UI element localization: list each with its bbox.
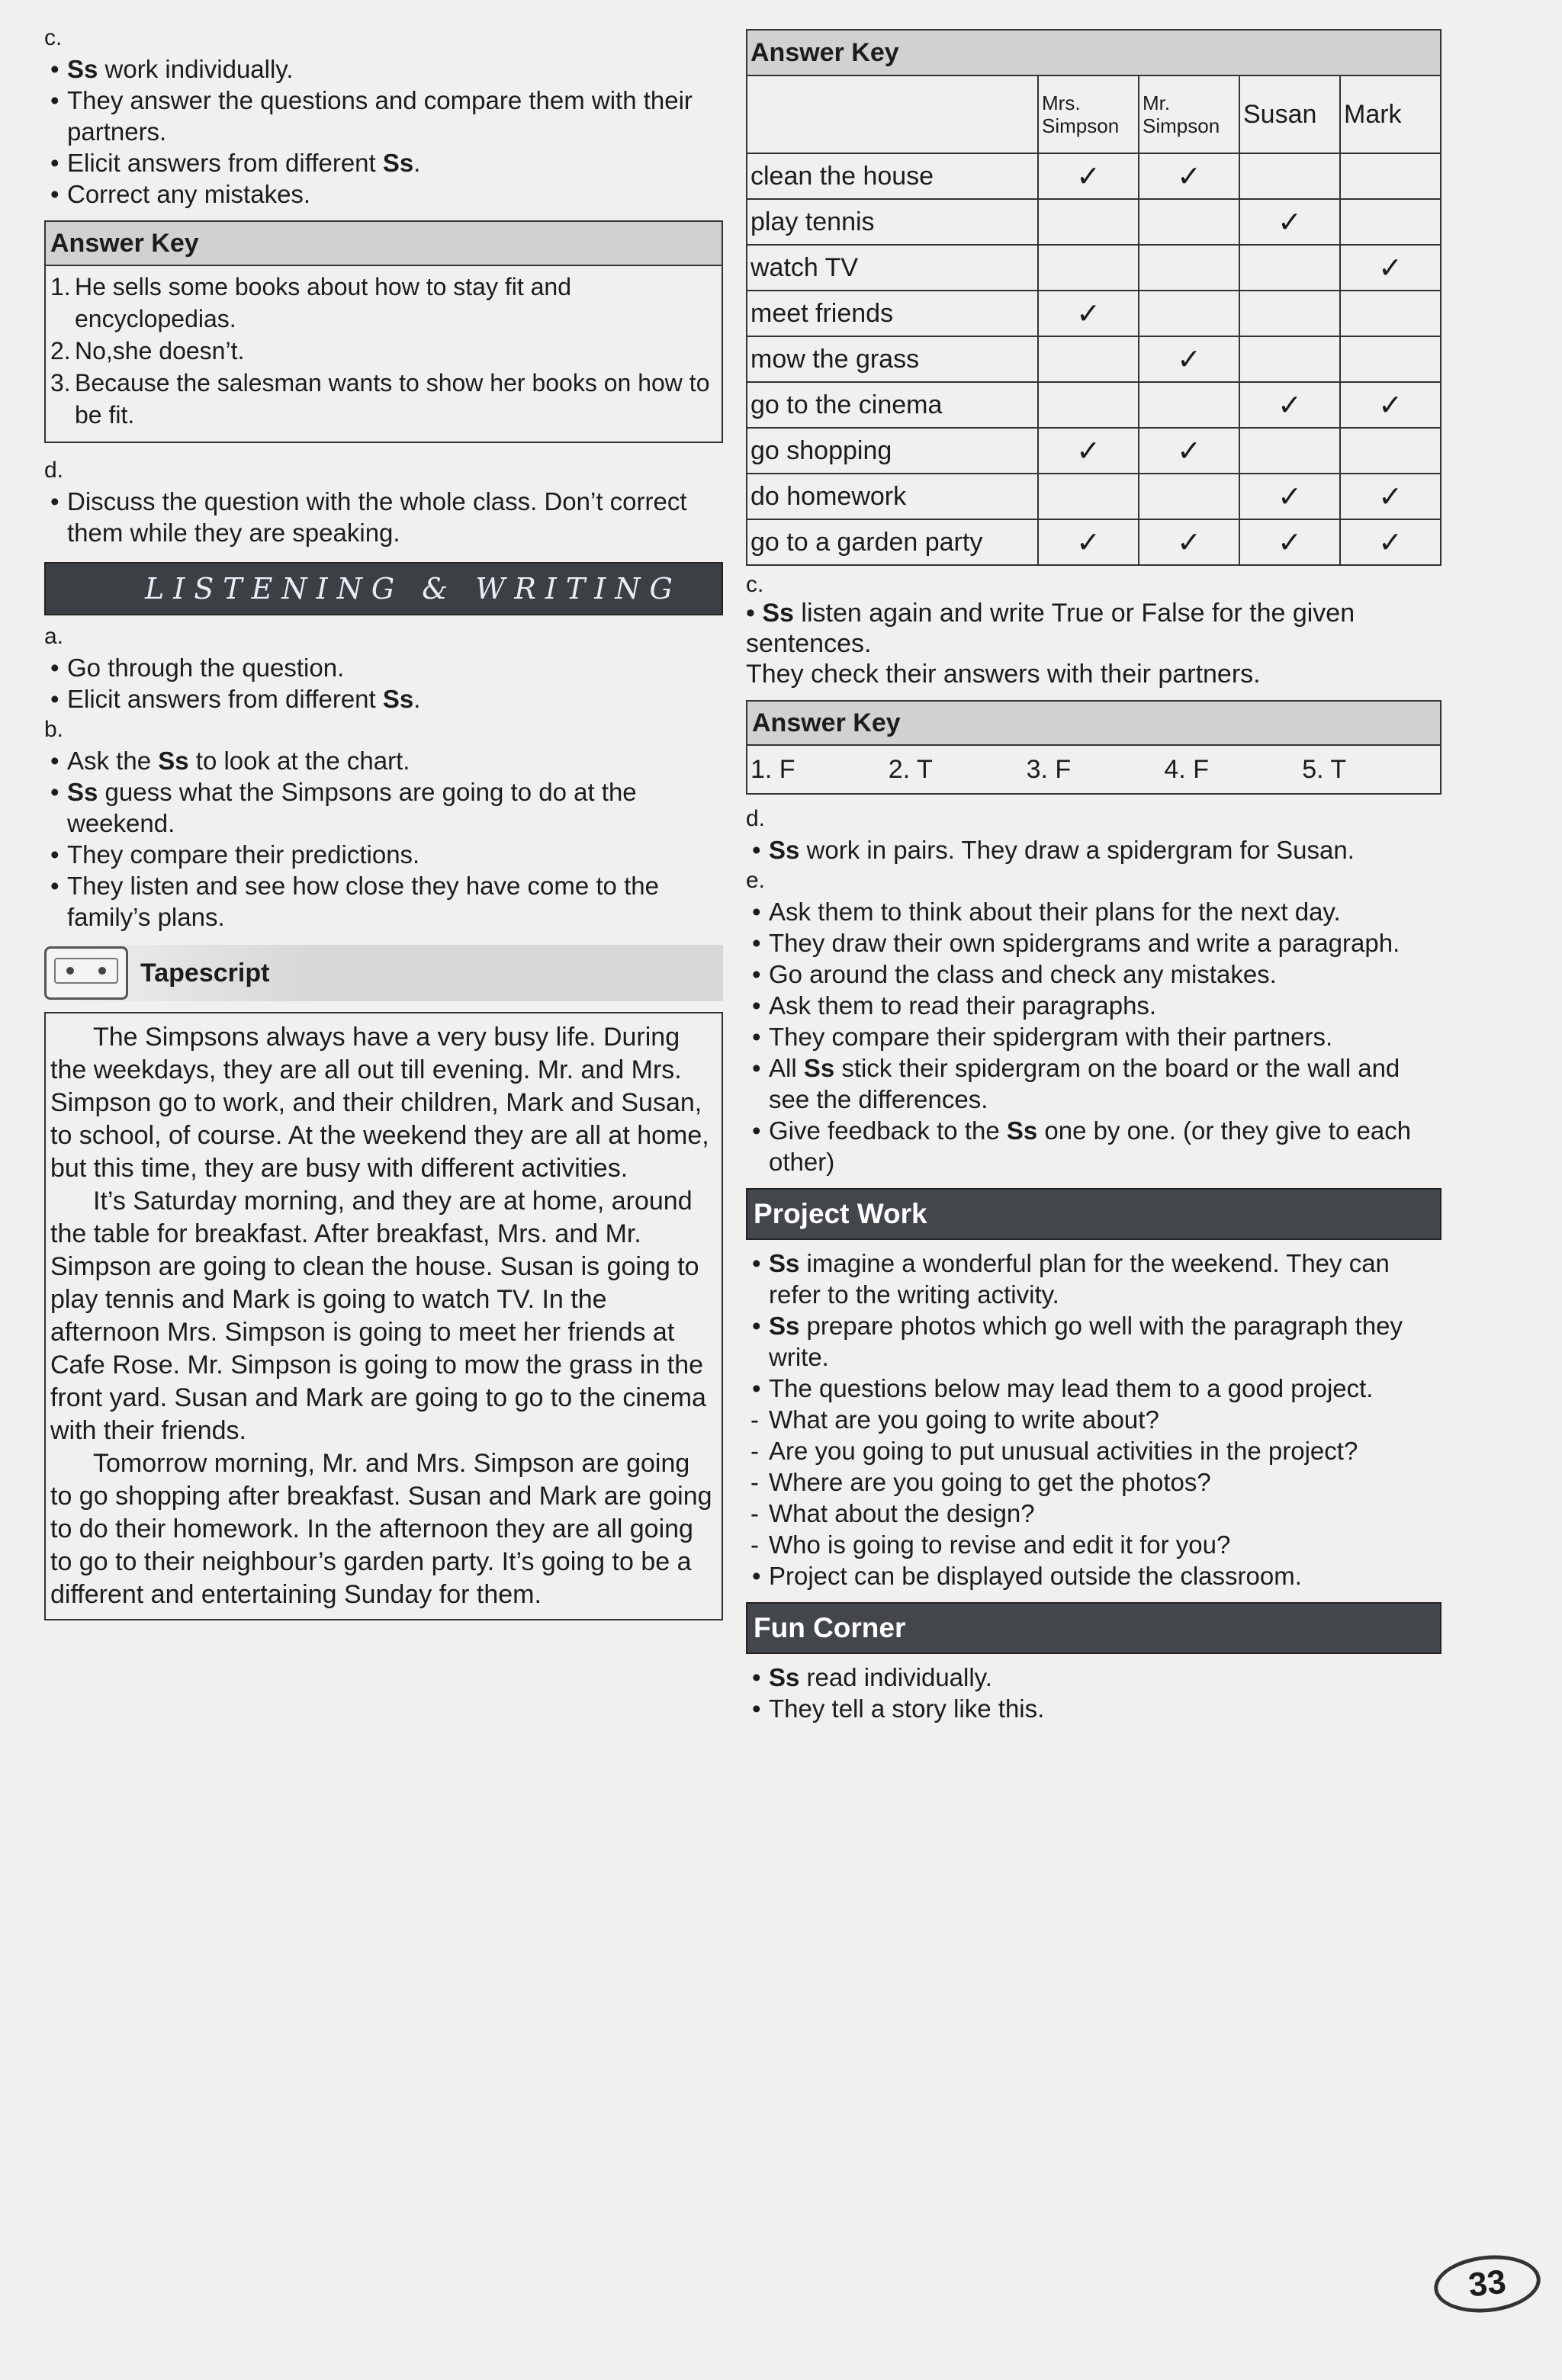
empty-cell bbox=[1038, 199, 1139, 245]
empty-cell bbox=[1239, 428, 1340, 474]
list-item: • Ask them to read their paragraphs. bbox=[752, 991, 1157, 1020]
list-item: • They compare their predictions. bbox=[50, 840, 420, 869]
step-e-list bbox=[746, 896, 1441, 1177]
step-d-list bbox=[44, 486, 723, 548]
empty-cell bbox=[1340, 153, 1441, 199]
check-icon: ✓ bbox=[1139, 153, 1239, 199]
right-column bbox=[746, 29, 1441, 1724]
step-a-letter: a. bbox=[44, 624, 64, 649]
list-item: • They listen and see how close they have come to the family’s plans. bbox=[50, 872, 659, 931]
empty-cell bbox=[1239, 336, 1340, 382]
empty-cell bbox=[1139, 199, 1239, 245]
column-header: Susan bbox=[1239, 75, 1340, 153]
list-item: • They draw their own spidergrams and write a paragraph. bbox=[752, 929, 1400, 957]
table-row bbox=[747, 474, 1441, 519]
list-item: • Ss prepare photos which go well with the paragraph they write. bbox=[752, 1312, 1403, 1371]
empty-cell bbox=[1239, 153, 1340, 199]
list-item: - What are you going to write about? bbox=[750, 1405, 1159, 1434]
answer-key-chart-table bbox=[746, 29, 1441, 566]
check-icon: ✓ bbox=[1340, 519, 1441, 565]
check-icon: ✓ bbox=[1239, 199, 1340, 245]
answer-item: 2. No,she doesn’t. bbox=[50, 337, 245, 365]
step-d-letter: d. bbox=[44, 458, 64, 483]
answer-row bbox=[747, 746, 1440, 793]
list-item: - What about the design? bbox=[750, 1499, 1035, 1527]
column-header: Mr. Simpson bbox=[1139, 75, 1239, 153]
list-item: - Who is going to revise and edit it for you? bbox=[750, 1530, 1231, 1559]
fun-corner-list bbox=[746, 1662, 1441, 1724]
list-item: • Give feedback to the Ss one by one. (or they give to each other) bbox=[752, 1116, 1412, 1176]
step-c-list bbox=[44, 53, 723, 210]
empty-cell bbox=[1239, 291, 1340, 336]
empty-cell bbox=[1038, 245, 1139, 291]
tapescript-header bbox=[44, 945, 723, 1001]
empty-cell bbox=[1139, 245, 1239, 291]
activity-cell: meet friends bbox=[747, 291, 1038, 336]
table-row bbox=[747, 153, 1441, 199]
list-item: • Go around the class and check any mistakes. bbox=[752, 960, 1277, 988]
list-item: • They compare their spidergram with their partners. bbox=[752, 1023, 1333, 1051]
check-icon: ✓ bbox=[1038, 291, 1139, 336]
answer-key-tf-box bbox=[746, 700, 1441, 795]
check-icon: ✓ bbox=[1139, 336, 1239, 382]
check-icon: ✓ bbox=[1340, 382, 1441, 428]
list-item: • Ss work individually. bbox=[50, 55, 294, 83]
list-item: • Ss imagine a wonderful plan for the weekend. They can refer to the writing activity. bbox=[752, 1249, 1390, 1309]
chart-table-title: Answer Key bbox=[747, 30, 1441, 75]
empty-cell bbox=[1038, 336, 1139, 382]
list-item: - Where are you going to get the photos? bbox=[750, 1468, 1211, 1496]
table-row bbox=[747, 519, 1441, 565]
project-work-list bbox=[746, 1248, 1441, 1591]
table-row bbox=[747, 291, 1441, 336]
list-item: • Discuss the question with the whole class. Don’t correct them while they are speaking. bbox=[50, 487, 687, 547]
list-item: • Correct any mistakes. bbox=[50, 180, 311, 208]
check-icon: ✓ bbox=[1239, 382, 1340, 428]
column-header: Mark bbox=[1340, 75, 1441, 153]
check-icon: ✓ bbox=[1340, 245, 1441, 291]
check-icon: ✓ bbox=[1139, 519, 1239, 565]
empty-cell bbox=[1340, 291, 1441, 336]
activity-cell: mow the grass bbox=[747, 336, 1038, 382]
check-icon: ✓ bbox=[1038, 428, 1139, 474]
list-item: • Ss work in pairs. They draw a spidergram for Susan. bbox=[752, 836, 1355, 864]
blank-header-cell bbox=[747, 75, 1038, 153]
tapescript-box bbox=[44, 1012, 723, 1620]
list-item: • Go through the question. bbox=[50, 654, 345, 682]
empty-cell bbox=[1340, 428, 1441, 474]
activity-cell: clean the house bbox=[747, 153, 1038, 199]
step-b-list bbox=[44, 745, 723, 933]
table-row bbox=[747, 199, 1441, 245]
activity-cell: do homework bbox=[747, 474, 1038, 519]
table-row bbox=[747, 245, 1441, 291]
answer-key-title: Answer Key bbox=[46, 222, 722, 266]
cassette-icon bbox=[44, 946, 128, 1000]
answer-item: 1. He sells some books about how to stay fit and encyclopedias. bbox=[50, 273, 572, 332]
empty-cell bbox=[1340, 336, 1441, 382]
table-row bbox=[747, 382, 1441, 428]
step-c-letter: c. bbox=[44, 25, 63, 50]
step-e-letter: e. bbox=[746, 868, 766, 893]
check-icon: ✓ bbox=[1038, 153, 1139, 199]
answer-item: 4. F bbox=[1164, 755, 1209, 784]
empty-cell bbox=[1139, 382, 1239, 428]
empty-cell bbox=[1239, 245, 1340, 291]
list-item: • They answer the questions and compare them with their partners. bbox=[50, 86, 693, 146]
page-number: 33 bbox=[1432, 2250, 1544, 2317]
answer-item: 3. F bbox=[1026, 755, 1072, 784]
left-column bbox=[44, 23, 723, 1620]
step-c-line: They check their answers with their partners. bbox=[746, 660, 1261, 689]
check-icon: ✓ bbox=[1340, 474, 1441, 519]
activity-cell: watch TV bbox=[747, 245, 1038, 291]
activity-cell: go shopping bbox=[747, 428, 1038, 474]
tapescript-paragraph: Tomorrow morning, Mr. and Mrs. Simpson are going to go shopping after breakfast. Susan and Mark are going to do their homework. In the afternoon they are all going to go to their neighbour’s garden party. It’s going to be a different and entertaining Sunday for them. bbox=[50, 1449, 712, 1609]
empty-cell bbox=[1139, 291, 1239, 336]
empty-cell bbox=[1139, 474, 1239, 519]
step-c-letter: c. bbox=[746, 572, 764, 597]
answer-item: 5. T bbox=[1302, 755, 1347, 784]
list-item: • Ss guess what the Simpsons are going to do at the weekend. bbox=[50, 778, 637, 837]
section-banner-listening-writing: LISTENING & WRITING bbox=[44, 562, 723, 615]
answer-item: 1. F bbox=[750, 755, 795, 784]
step-b-letter: b. bbox=[44, 717, 64, 742]
tapescript-title: Tapescript bbox=[140, 959, 270, 988]
list-item: • Project can be displayed outside the classroom. bbox=[752, 1562, 1302, 1590]
project-work-banner: Project Work bbox=[746, 1188, 1441, 1240]
list-item: • Ss read individually. bbox=[752, 1663, 992, 1691]
check-icon: ✓ bbox=[1239, 519, 1340, 565]
step-d-letter: d. bbox=[746, 806, 766, 831]
list-item: • All Ss stick their spidergram on the board or the wall and see the differences. bbox=[752, 1054, 1400, 1113]
check-icon: ✓ bbox=[1139, 428, 1239, 474]
activity-cell: play tennis bbox=[747, 199, 1038, 245]
check-icon: ✓ bbox=[1239, 474, 1340, 519]
tapescript-paragraph: The Simpsons always have a very busy life. During the weekdays, they are all out till evening. Mr. and Mrs. Simpson go to work, and their children, Mark and Susan, to school, of course. At the weekend they are all at home, but this time, they are busy with different activities. bbox=[50, 1023, 709, 1183]
answer-item: 3. Because the salesman wants to show her books on how to be fit. bbox=[50, 369, 710, 429]
list-item: • Elicit answers from different Ss. bbox=[50, 685, 421, 713]
fun-corner-banner: Fun Corner bbox=[746, 1602, 1441, 1654]
column-header: Mrs. Simpson bbox=[1038, 75, 1139, 153]
empty-cell bbox=[1340, 199, 1441, 245]
list-item: • They tell a story like this. bbox=[752, 1694, 1045, 1723]
activity-cell: go to the cinema bbox=[747, 382, 1038, 428]
list-item: • The questions below may lead them to a good project. bbox=[752, 1374, 1374, 1402]
check-icon: ✓ bbox=[1038, 519, 1139, 565]
answer-key-title: Answer Key bbox=[747, 702, 1440, 746]
step-c-line: • Ss listen again and write True or False for the given sentences. bbox=[746, 599, 1355, 658]
activity-cell: go to a garden party bbox=[747, 519, 1038, 565]
tapescript-paragraph: It’s Saturday morning, and they are at home, around the table for breakfast. After breakfast, Mrs. and Mr. Simpson are going to clean the house. Susan is going to play tennis and Mark is going to watch TV. In the afternoon Mrs. Simpson is going to meet her friends at Cafe Rose. Mr. Simpson is going to mow the grass in the front yard. Susan and Mark are going to go to the cinema with their friends. bbox=[50, 1187, 706, 1445]
list-item: • Elicit answers from different Ss. bbox=[50, 149, 421, 177]
answer-key-box bbox=[44, 220, 723, 443]
step-c-block bbox=[746, 572, 1441, 689]
answer-item: 2. T bbox=[888, 755, 933, 784]
list-item: - Are you going to put unusual activities in the project? bbox=[750, 1437, 1358, 1465]
table-row bbox=[747, 336, 1441, 382]
table-row bbox=[747, 428, 1441, 474]
list-item: • Ask the Ss to look at the chart. bbox=[50, 747, 410, 775]
step-a-list bbox=[44, 652, 723, 715]
step-d-list bbox=[746, 834, 1441, 866]
empty-cell bbox=[1038, 382, 1139, 428]
list-item: • Ask them to think about their plans for the next day. bbox=[752, 898, 1341, 926]
empty-cell bbox=[1038, 474, 1139, 519]
